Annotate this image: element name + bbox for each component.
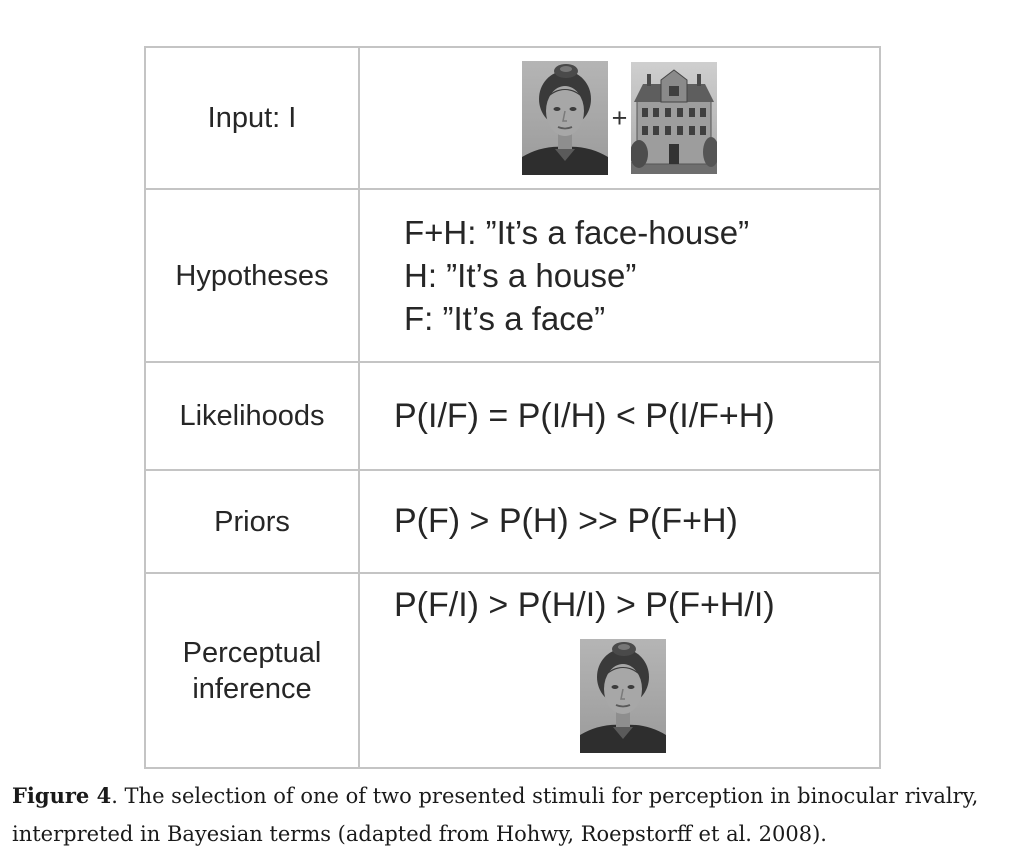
table-row-hypotheses [145, 189, 880, 362]
hypotheses-cell [359, 189, 880, 362]
hypothesis-house: H: ”It’s a house” [404, 257, 637, 294]
likelihoods-cell [359, 362, 880, 470]
house-photo [631, 62, 717, 174]
table-row-priors [145, 470, 880, 573]
row-label-likelihoods: Likelihoods [145, 362, 359, 470]
table-row-perceptual-inference [145, 573, 880, 768]
priors-formula: P(F) > P(H) >> P(F+H) [394, 502, 738, 540]
hypotheses-list [360, 211, 879, 340]
perceived-face-photo [580, 639, 666, 753]
priors-cell [359, 470, 880, 573]
perceptual-content [360, 588, 879, 753]
bayesian-figure-table [144, 46, 881, 769]
row-label-perceptual-inference [145, 573, 359, 768]
row-label-priors: Priors [145, 470, 359, 573]
face-photo [522, 61, 608, 175]
figure-label: Figure 4 [12, 783, 112, 808]
figure-caption [12, 777, 1008, 853]
row-label-line1: Perceptual [182, 636, 322, 669]
table-row-input [145, 47, 880, 189]
hypothesis-face: F: ”It’s a face” [404, 300, 606, 337]
caption-text: . The selection of one of two presented stimuli for perception in binocular rivalry, interpreted in Bayesian terms (adapted from Hohwy, Roepstorff et al. 2008). [12, 784, 979, 846]
row-label-hypotheses: Hypotheses [145, 189, 359, 362]
row-label-input: Input: I [145, 47, 359, 189]
hypothesis-face-house: F+H: ”It’s a face-house” [404, 214, 750, 251]
input-stimuli-cell [359, 47, 880, 189]
likelihoods-formula: P(I/F) = P(I/H) < P(I/F+H) [394, 396, 775, 435]
table-row-likelihoods [145, 362, 880, 470]
perceptual-inference-cell [359, 573, 880, 768]
row-label-line2: inference [192, 672, 312, 705]
stimuli-pair [360, 61, 879, 175]
perceptual-formula: P(F/I) > P(H/I) > P(F+H/I) [394, 586, 775, 624]
plus-sign: + [611, 102, 628, 133]
